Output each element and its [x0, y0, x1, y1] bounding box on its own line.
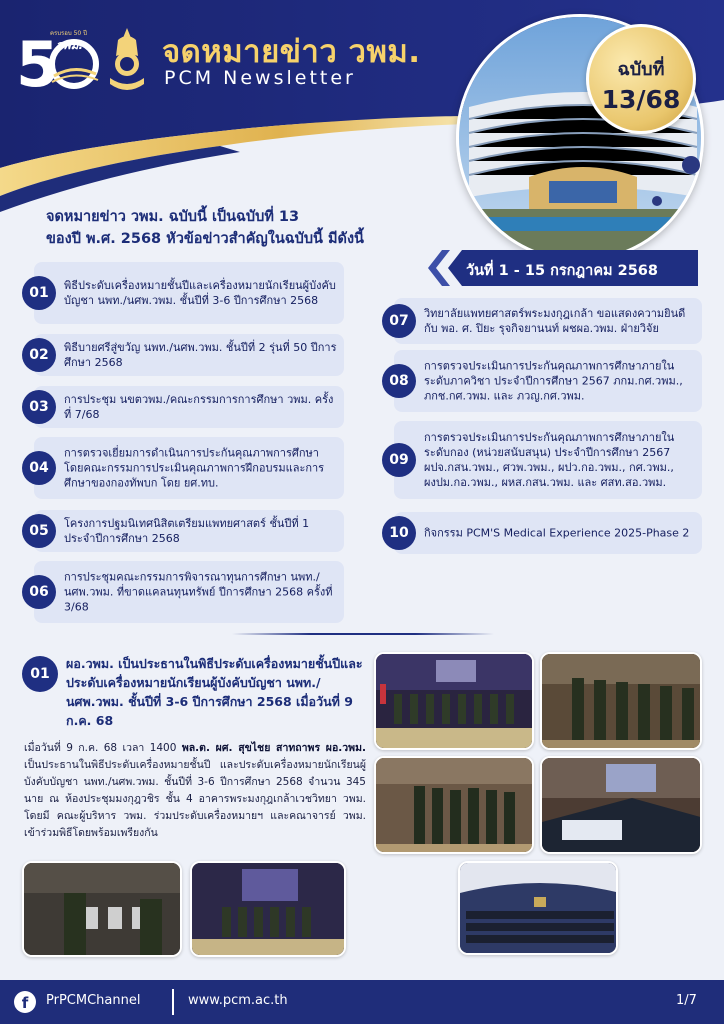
item-number: 04 — [22, 451, 56, 485]
item-text: วิทยาลัยแพทยศาสตร์พระมงกุฎเกล้า ขอแสดงความยินดีกับ พอ. ศ. ปิยะ รุจกิจยานนท์ ผชผอ.วพม. ฝ่ายวิจัย — [424, 307, 686, 335]
item-number: 10 — [382, 516, 416, 550]
logo-pcm-text: วพม. — [56, 38, 84, 52]
logo-anniversary-text: ครบรอบ 50 ปี — [50, 30, 87, 37]
item-text: การประชุมคณะกรรมการพิจารณาทุนการศึกษา นพท./นศพ.วพม. ที่ขาดแคลนทุนทรัพย์ ปีการศึกษา 2568 ครั้งที่ 3/68 — [64, 570, 333, 614]
item-number: 05 — [22, 514, 56, 548]
item-number: 02 — [22, 338, 56, 372]
intro-text — [46, 206, 426, 250]
headline-item-01[interactable] — [22, 262, 344, 324]
facebook-link[interactable]: PrPCMChannel — [46, 993, 141, 1008]
newsletter-title-english: PCM Newsletter — [164, 67, 356, 89]
item-number: 03 — [22, 390, 56, 424]
intro-line-1: จดหมายข่าว วพม. ฉบับนี้ เป็นฉบับที่ 13 — [46, 209, 300, 225]
svg-text:5: 5 — [16, 28, 60, 96]
event-photo[interactable] — [374, 756, 534, 854]
headline-item-10[interactable] — [382, 512, 702, 554]
article-body — [24, 740, 366, 842]
event-photo[interactable] — [540, 652, 702, 750]
page-number: 1/7 — [676, 993, 697, 1008]
item-number: 07 — [382, 304, 416, 338]
item-number: 08 — [382, 364, 416, 398]
item-text: พิธีบายศรีสู่ขวัญ นพท./นศพ.วพม. ชั้นปีที่ 2 รุ่นที่ 50 ปีการศึกษา 2568 — [64, 341, 337, 369]
date-range: วันที่ 1 - 15 กรกฎาคม 2568 — [466, 263, 658, 279]
item-text: โครงการปฐมนิเทศนิสิตเตรียมแพทยศาสตร์ ชั้นปีที่ 1 ประจำปีการศึกษา 2568 — [64, 517, 310, 545]
item-text: การตรวจเยี่ยมการดำเนินการประกันคุณภาพการศึกษา โดยคณะกรรมการประเมินคุณภาพการฝึกอบรมและการศึกษาของกองทัพบก โดย ยศ.ทบ. — [64, 446, 325, 490]
college-crest-icon — [104, 26, 150, 94]
decor-dot — [682, 156, 700, 174]
article-body-intro: เมื่อวันที่ 9 ก.ค. 68 เวลา 1400 — [24, 742, 182, 754]
headline-item-09[interactable] — [382, 421, 702, 499]
item-number: 06 — [22, 575, 56, 609]
event-photo[interactable] — [22, 861, 182, 957]
headline-item-06[interactable] — [22, 561, 344, 623]
event-photo[interactable] — [458, 861, 618, 955]
item-text: พิธีประดับเครื่องหมายชั้นปีและเครื่องหมายนักเรียนผู้บังคับบัญชา นพท./นศพ.วพม. ชั้นปีที่ 3-6 ปีการศึกษา 2568 — [64, 279, 336, 307]
item-text: การตรวจประเมินการประกันคุณภาพการศึกษาภายในระดับภาควิชา ประจำปีการศึกษา 2567 ภกม.กศ.วพม., ภกช.กศ.วพม. และ ภวญ.กศ.วพม. — [424, 359, 683, 403]
item-text: การตรวจประเมินการประกันคุณภาพการศึกษาภายในระดับกอง (หน่วยสนับสนุน) ประจำปีการศึกษา 2567 ผปจ.กสน.วพม., ศวพ.วพม., ผปว.กอ.วพม., กศ.วพม., ผงปม.กอ.วพม., ผหส.กสน.วพม. และ ศสท.สอ.วพม. — [424, 431, 675, 489]
issue-badge — [586, 24, 696, 134]
facebook-icon[interactable]: f — [14, 991, 36, 1013]
decor-dot — [652, 196, 662, 206]
footer — [0, 980, 724, 1024]
intro-line-2: ของปี พ.ศ. 2568 หัวข้อข่าวสำคัญในฉบับนี้ มีดังนี้ — [46, 231, 364, 247]
headline-item-03[interactable] — [22, 386, 344, 428]
item-text: การประชุม นขตวพม./คณะกรรมการการศึกษา วพม. ครั้งที่ 7/68 — [64, 393, 334, 421]
headline-item-02[interactable] — [22, 334, 344, 376]
section-divider — [232, 633, 494, 635]
issue-number: 13/68 — [601, 85, 681, 114]
article-body-director: พล.ต. ผศ. สุขไชย สาทถาพร ผอ.วพม. — [181, 742, 366, 754]
newsletter-title-thai: จดหมายข่าว วพม. — [162, 34, 421, 70]
headline-item-08[interactable] — [382, 350, 702, 412]
website-link[interactable]: www.pcm.ac.th — [188, 993, 288, 1008]
item-number: 01 — [22, 276, 56, 310]
item-number: 09 — [382, 443, 416, 477]
headline-item-07[interactable] — [382, 298, 702, 344]
footer-separator — [172, 989, 174, 1015]
article-number: 01 — [22, 656, 58, 692]
event-photo[interactable] — [374, 652, 534, 750]
item-text: กิจกรรม PCM'S Medical Experience 2025-Phase 2 — [424, 526, 690, 540]
event-photo[interactable] — [190, 861, 346, 957]
issue-label: ฉบับที่ — [617, 59, 665, 80]
article-body-rest: เป็นประธานในพิธีประดับเครื่องหมายชั้นปี และประดับเครื่องหมายนักเรียนผู้บังคับบัญชา นพท./นศพ.วพม. ชั้นปีที่ 3-6 ปีการศึกษา 2568 จำนวน 345 นาย ณ ห้องประชุมมงกุฎวชิร ชั้น 4 อาคารพระมงกุฎเกล้าเวชวิทยา วพม. โดยมี คณะผู้บริหาร วพม. ร่วมประดับเครื่องหมายฯ และคณาจารย์ วพม. เข้าร่วมพิธีโดยพร้อมเพรียงกัน — [24, 759, 366, 839]
headline-item-04[interactable] — [22, 437, 344, 499]
event-photo[interactable] — [540, 756, 702, 854]
article-title: ผอ.วพม. เป็นประธานในพิธีประดับเครื่องหมายชั้นปีและประดับเครื่องหมายนักเรียนผู้บังคับบัญชา นพท./นศพ.วพม. ชั้นปีที่ 3-6 ปีการศึกษา 2568 เมื่อวันที่ 9 ก.ค. 68 — [66, 656, 363, 728]
headline-item-05[interactable] — [22, 510, 344, 552]
